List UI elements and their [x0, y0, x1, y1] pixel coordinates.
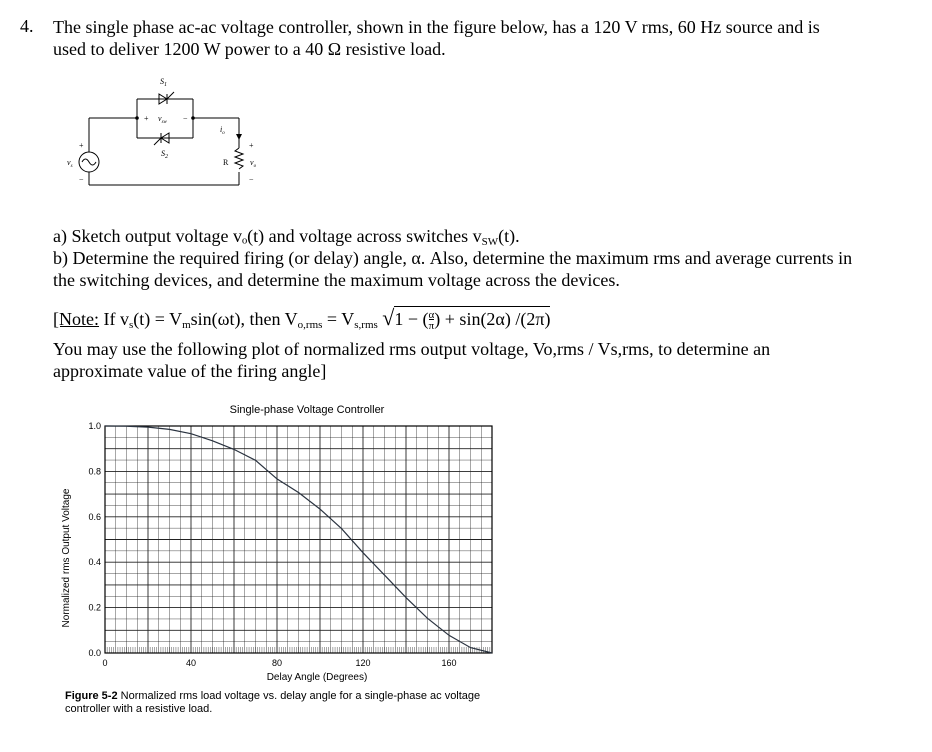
- x-tick-label: 40: [185, 658, 197, 668]
- note-label: [Note:: [53, 309, 99, 329]
- normalized-rms-chart: [55, 398, 505, 688]
- chart-grid: [105, 426, 492, 653]
- label-vo: $v_o$: [250, 158, 257, 169]
- x-tick-label: 120: [355, 658, 371, 668]
- label-vo-minus: −: [249, 175, 254, 184]
- question-line-2: used to deliver 1200 W power to a 40 Ω resistive load.: [53, 39, 446, 59]
- chart-ylabel: Normalized rms Output Voltage: [61, 488, 72, 628]
- y-tick-label: 0.8: [88, 466, 101, 477]
- sqrt-sign: √: [382, 305, 395, 330]
- instruction-line-1: You may use the following plot of normalized rms output voltage, Vo,rms / Vs,rms, to determine an: [53, 339, 771, 359]
- alpha-over-pi: $\frac{\alpha}{\pi}$: [428, 308, 435, 332]
- x-tick-label: 160: [441, 658, 457, 668]
- label-vsw-plus: +: [144, 114, 149, 123]
- figure-caption-text: Normalized rms load voltage vs. delay angle for a single-phase ac voltage controller with a resistive load.: [65, 690, 481, 715]
- instruction-line-2: approximate value of the firing angle]: [53, 361, 327, 381]
- label-vsw: $v_{sw}$: [158, 114, 167, 125]
- label-vs-minus: −: [79, 175, 84, 184]
- part-b-line-2: the switching devices, and determine the maximum voltage across the devices.: [53, 270, 620, 290]
- note-formula: [Note: If $v_s(t) = V_m\sin(\omega t)$, then $V_{o,rms} = V_{s,rms}$ $√1 - (\frac{\alpha}{\pi}) + \sin(2\alpha)$ /(2π): [53, 305, 551, 332]
- part-a: a) Sketch output voltage vₒ(t) and voltage across switches $v_{SW}(t)$.: [53, 226, 520, 248]
- question-number: 4.: [20, 16, 34, 36]
- y-tick-label: 0.4: [88, 557, 101, 568]
- chart-title: Single-phase Voltage Controller: [229, 404, 385, 416]
- label-r: R: [223, 158, 229, 167]
- part-b-line-1: b) Determine the required firing (or delay) angle, α. Also, determine the maximum rms and average currents in: [53, 248, 853, 268]
- y-tick-label: 1.0: [88, 421, 101, 431]
- chart-ticks: [88, 421, 456, 668]
- question-line-1: The single phase ac-ac voltage controller, shown in the figure below, has a 120 V rms, 60 Hz source and is: [53, 17, 820, 37]
- figure-caption: [65, 690, 495, 716]
- chart-xlabel: Delay Angle (Degrees): [266, 672, 368, 683]
- y-tick-label: 0.6: [88, 511, 101, 522]
- x-tick-label: 0: [102, 658, 108, 668]
- label-vs: $v_s$: [67, 158, 73, 169]
- label-s2: $S_2$: [161, 149, 168, 160]
- circuit-diagram: [55, 72, 275, 202]
- y-tick-label: 0.0: [88, 648, 101, 658]
- y-tick-label: 0.2: [88, 602, 101, 613]
- label-vo-plus: +: [249, 141, 254, 150]
- ac-source-sine: [82, 159, 96, 165]
- label-vsw-minus: −: [183, 114, 188, 123]
- figure-label: Figure 5-2: [65, 690, 118, 702]
- label-vs-plus: +: [79, 141, 84, 150]
- label-s1: $S_1$: [160, 77, 167, 88]
- sqrt-radicand: $1 - (\frac{\alpha}{\pi}) + \sin(2\alpha)$ /(2π): [394, 306, 550, 332]
- label-io: $i_o$: [220, 125, 225, 136]
- load-resistor: [235, 148, 243, 169]
- x-tick-label: 80: [271, 658, 283, 668]
